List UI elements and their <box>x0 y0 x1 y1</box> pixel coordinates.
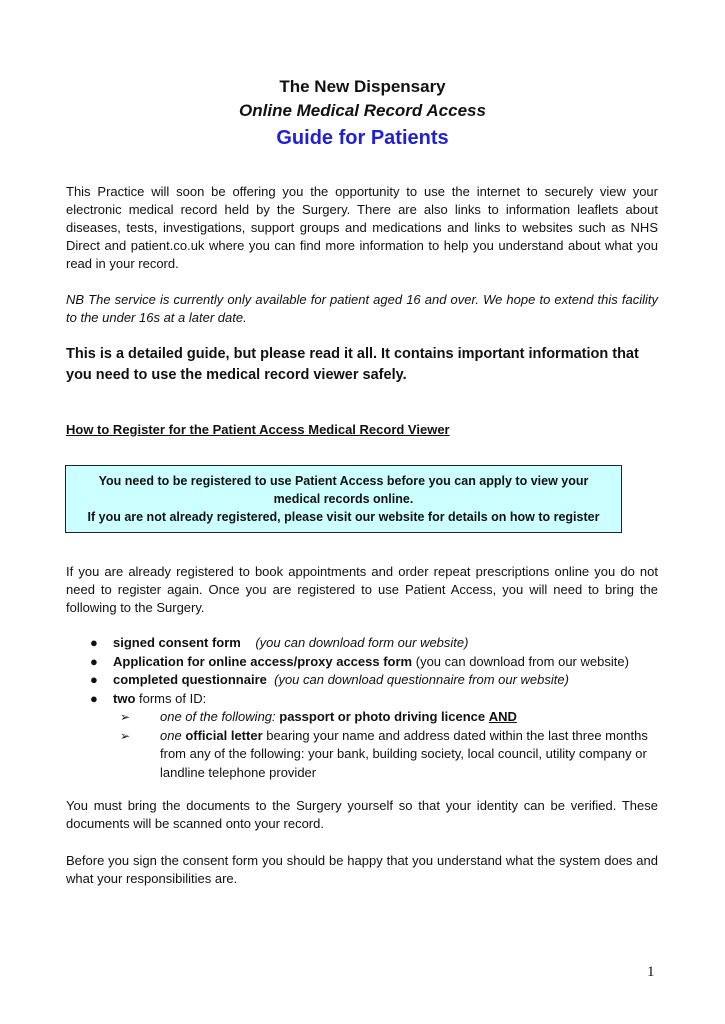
practice-name: The New Dispensary <box>279 77 446 96</box>
bullet-icon: ● <box>90 672 98 687</box>
warning-paragraph: This is a detailed guide, but please read it all. It contains important information that you need to use the medical record viewer safely. <box>66 346 639 383</box>
requirements-list <box>66 634 658 782</box>
list-item-label: signed consent form <box>113 635 241 650</box>
callout-line-3: If you are not already registered, please visit our website for details on how to register <box>87 510 600 524</box>
registration-paragraph: If you are already registered to book appointments and order repeat prescriptions online you do not need to register again. Once you are registered to use Patient Access, you will need to bring the following to the Surgery. <box>66 564 658 615</box>
list-item-label: Application for online access/proxy access form <box>113 653 413 669</box>
list-item-note: (you can download questionnaire from our website) <box>274 672 569 687</box>
title-block <box>0 75 725 153</box>
intro-paragraph: This Practice will soon be offering you the opportunity to use the internet to securely view your electronic medical record held by the Surgery. There are also links to information leaflets about diseases, tests, investigations, support groups and medications and links to websites such as NHS Direct and patient.co.uk where you can find more information to help you understand about what you read in your record. <box>66 184 658 271</box>
document-title: Guide for Patients <box>276 127 449 149</box>
callout-line-2: medical records online. <box>273 492 414 506</box>
list-item-note: forms of ID: <box>139 690 207 706</box>
list-item-label: completed questionnaire <box>113 672 267 687</box>
bullet-icon: ● <box>90 653 98 669</box>
page-number: 1 <box>647 964 655 980</box>
list-item-note: (you can download form our website) <box>255 635 469 650</box>
list-item <box>66 634 658 653</box>
sub-item-and: AND <box>488 709 517 724</box>
section-heading: How to Register for the Patient Access Medical Record Viewer <box>66 422 450 437</box>
bullet-icon: ● <box>90 635 98 650</box>
list-item-note: (you can download from our website) <box>415 653 629 669</box>
document-subtitle: Online Medical Record Access <box>239 101 486 120</box>
sub-list-item <box>66 708 658 727</box>
list-item <box>66 690 658 709</box>
registration-callout-box <box>65 465 622 533</box>
arrow-bullet-icon: ➢ <box>120 710 131 724</box>
callout-line-1: You need to be registered to use Patient Access before you can apply to view your <box>98 474 589 488</box>
sub-item-prefix: one of the following: <box>160 709 276 724</box>
sub-list-item <box>66 727 658 783</box>
list-item <box>66 671 658 690</box>
sub-item-label: official letter <box>185 727 263 743</box>
sub-item-label: passport or photo driving licence <box>279 709 486 724</box>
list-item <box>66 653 658 672</box>
nb-paragraph: NB The service is currently only available for patient aged 16 and over. We hope to extend this facility to the under 16s at a later date. <box>66 292 658 325</box>
list-item-label: two <box>113 690 136 706</box>
consent-paragraph: Before you sign the consent form you should be happy that you understand what the system does and what your responsibilities are. <box>66 853 658 886</box>
identity-paragraph: You must bring the documents to the Surgery yourself so that your identity can be verified. These documents will be scanned onto your record. <box>66 798 658 831</box>
arrow-bullet-icon: ➢ <box>120 728 131 743</box>
sub-item-note: bearing your name and address dated within the last three months from any of the following: your bank, building society, local council, utility company or landline telephone provider <box>160 727 648 780</box>
bullet-icon: ● <box>90 690 98 706</box>
sub-item-prefix: one <box>160 727 182 743</box>
